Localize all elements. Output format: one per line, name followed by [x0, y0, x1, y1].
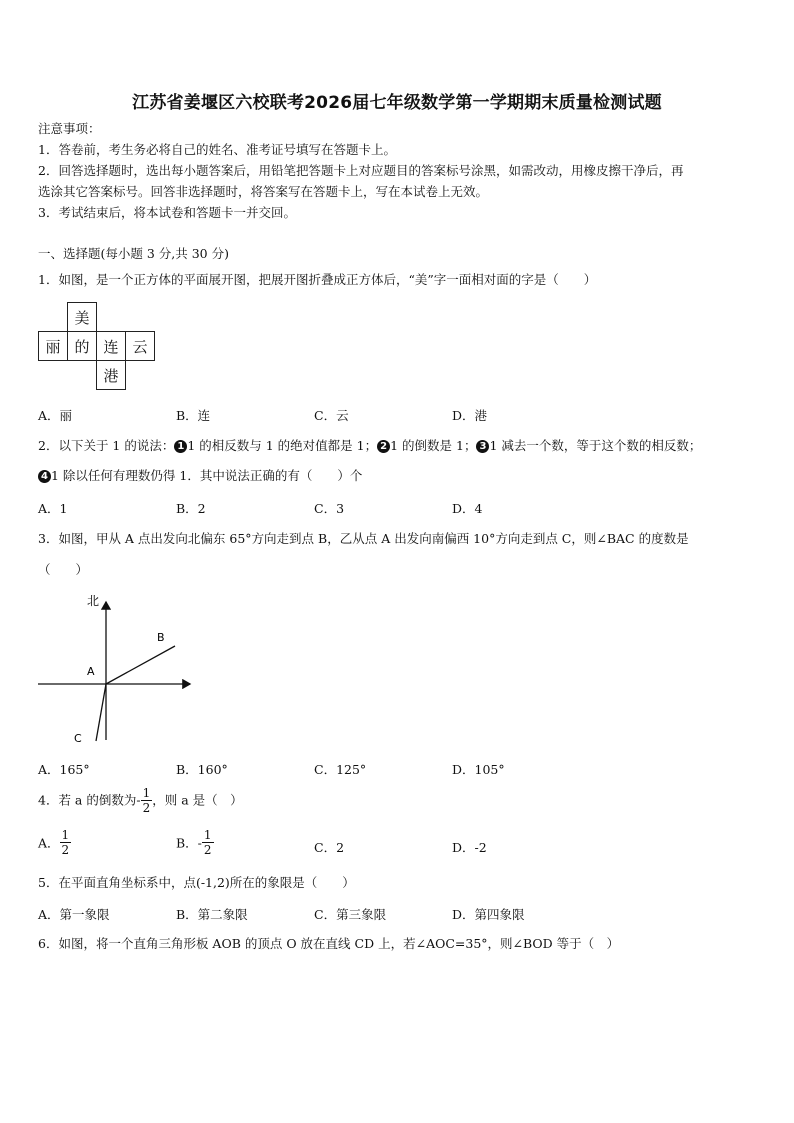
point-b-label: B [157, 631, 165, 644]
cube-face-1: 丽 [39, 332, 68, 361]
cube-face-3: 连 [97, 332, 126, 361]
section-heading: 一、选择题(每小题 3 分,共 30 分) [38, 246, 229, 261]
q3-option-d: D．105° [452, 762, 505, 777]
notice-item-1: 1．答卷前，考生务必将自己的姓名、准考证号填写在答题卡上。 [38, 142, 396, 157]
q4-frac-den: 2 [142, 801, 151, 815]
q2-option-a: A．1 [38, 501, 68, 516]
q4-fraction [141, 786, 153, 815]
q4-option-a-label: A． [38, 835, 60, 851]
q2-option-d: D．4 [452, 501, 483, 516]
q1-option-a: A．丽 [38, 408, 73, 423]
q4-option-b [176, 828, 214, 857]
point-c-label: C [74, 732, 82, 745]
cube-net-figure [38, 302, 155, 390]
q2-intro: 2．以下关于 1 的说法： [38, 438, 175, 453]
q4-b-den: 2 [203, 843, 212, 857]
q2-statement-4: 1 除以任何有理数仍得 1．其中说法正确的有（ ）个 [51, 468, 363, 483]
q4-option-b-fraction [202, 828, 214, 857]
q2-option-c: C．3 [314, 501, 345, 516]
q4-option-a-fraction [60, 828, 72, 857]
notice-item-2-cont: 选涂其它答案标号。回答非选择题时，将答案写在答题卡上，写在本试卷上无效。 [38, 184, 489, 199]
circled-3: 3 [476, 440, 489, 453]
q3-option-b: B．160° [176, 762, 228, 777]
north-label: 北 [87, 594, 100, 608]
q3-paren: （ ） [38, 562, 89, 577]
q3-option-a: A．165° [38, 762, 90, 777]
q5-text: 5．在平面直角坐标系中，点(-1,2)所在的象限是（ ） [38, 875, 355, 890]
ray-ac [96, 684, 106, 741]
page-title: 江苏省姜堰区六校联考2026届七年级数学第一学期期末质量检测试题 [132, 93, 662, 113]
q2-option-b: B．2 [176, 501, 206, 516]
q5-option-a: A．第一象限 [38, 907, 110, 922]
q4-a-den: 2 [61, 843, 70, 857]
q1-option-b: B．连 [176, 408, 211, 423]
cube-face-2: 的 [68, 332, 97, 361]
q5-option-c: C．第三象限 [314, 907, 387, 922]
q4-option-c: C．2 [314, 840, 345, 855]
q1-option-d: D．港 [452, 408, 488, 423]
q5-option-d: D．第四象限 [452, 907, 525, 922]
cube-face-top: 美 [68, 303, 97, 332]
q4-text [38, 786, 243, 815]
circled-1: 1 [174, 440, 187, 453]
circled-4: 4 [38, 470, 51, 483]
q4-a-num: 1 [61, 828, 70, 842]
q4-pre: 4．若 a 的倒数为- [38, 792, 141, 808]
ray-ab [106, 646, 175, 684]
q4-option-b-label: B．- [176, 835, 202, 851]
q4-b-num: 1 [203, 828, 212, 842]
q6-text: 6．如图，将一个直角三角形板 AOB 的顶点 O 放在直线 CD 上，若∠AOC=35°，则∠BOD 等于（ ） [38, 936, 620, 951]
q4-post: ，则 a 是（ ） [152, 792, 243, 808]
q2-line-2 [38, 468, 362, 484]
point-a-label: A [87, 665, 95, 678]
circled-2: 2 [377, 440, 390, 453]
cube-face-4: 云 [126, 332, 155, 361]
direction-figure [30, 588, 210, 753]
q4-option-a [38, 828, 71, 857]
cube-face-bottom: 港 [97, 361, 126, 390]
q3-option-c: C．125° [314, 762, 367, 777]
q1-text: 1．如图，是一个正方体的平面展开图，把展开图折叠成正方体后，“美”字一面相对面的字是（ ） [38, 272, 597, 287]
q2-statement-2: 1 的倒数是 1； [390, 438, 477, 453]
q1-option-c: C．云 [314, 408, 349, 423]
q3-text: 3．如图，甲从 A 点出发向北偏东 65°方向走到点 B，乙从点 A 出发向南偏西 10°方向走到点 C，则∠BAC 的度数是 [38, 531, 689, 546]
q4-frac-num: 1 [142, 786, 151, 800]
q2-statement-1: 1 的相反数与 1 的绝对值都是 1； [187, 438, 378, 453]
notice-item-3: 3．考试结束后，将本试卷和答题卡一并交回。 [38, 205, 296, 220]
q2-line-1 [38, 438, 701, 454]
notice-item-2: 2．回答选择题时，选出每小题答案后，用铅笔把答题卡上对应题目的答案标号涂黑，如需改动，用橡皮擦干净后，再 [38, 163, 684, 178]
q5-option-b: B．第二象限 [176, 907, 248, 922]
q2-statement-3: 1 减去一个数，等于这个数的相反数； [489, 438, 702, 453]
q4-option-d: D．-2 [452, 840, 487, 855]
notice-heading: 注意事项： [38, 121, 101, 136]
